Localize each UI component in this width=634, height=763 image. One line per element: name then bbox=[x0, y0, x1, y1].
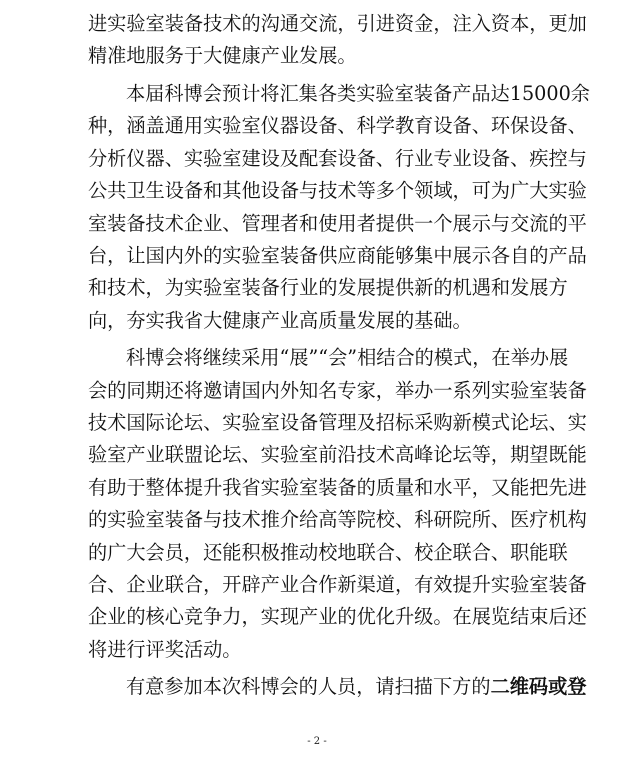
text-line: 的广大会员，还能积极推动校地联合、校企联合、职能联 bbox=[88, 540, 568, 564]
text-line: 的实验室装备与技术推介给高等院校、科研院所、医疗机构 bbox=[88, 508, 587, 532]
text-line: 技术国际论坛、实验室设备管理及招标采购新模式论坛、实 bbox=[88, 411, 587, 435]
text-line: 合、企业联合，开辟产业合作新渠道，有效提升实验室装备 bbox=[88, 573, 587, 597]
text-line: 向，夯实我省大健康产业高质量发展的基础。 bbox=[88, 308, 472, 332]
text-line bbox=[88, 671, 587, 703]
text-line: 种，涵盖通用实验室仪器设备、科学教育设备、环保设备、 bbox=[88, 114, 587, 138]
text-line: 公共卫生设备和其他设备与技术等多个领域，可为广大实验 bbox=[88, 179, 587, 203]
text-line: 会的同期还将邀请国内外知名专家，举办一系列实验室装备 bbox=[88, 378, 587, 402]
text-line: 分析仪器、实验室建设及配套设备、行业专业设备、疾控与 bbox=[88, 146, 587, 170]
page-number: - 2 - bbox=[307, 736, 327, 747]
text-line: 和技术，为实验室装备行业的发展提供新的机遇和发展方 bbox=[88, 276, 568, 300]
text-line: 将进行评奖活动。 bbox=[88, 637, 242, 661]
text-line: 有助于整体提升我省实验室装备的质量和水平，又能把先进 bbox=[88, 475, 587, 499]
qr-code-registration-emphasis: 二维码或登 bbox=[490, 675, 587, 699]
text-line-regular: 有意参加本次科博会的人员，请扫描下方的 bbox=[126, 675, 491, 699]
text-line: 验室产业联盟论坛、实验室前沿技术高峰论坛等，期望既能 bbox=[88, 443, 587, 467]
text-line: 进实验室装备技术的沟通交流，引进资金，注入资本，更加 bbox=[88, 12, 587, 35]
text-line: 精准地服务于大健康产业发展。 bbox=[88, 44, 357, 68]
text-line: 台，让国内外的实验室装备供应商能够集中展示各自的产品 bbox=[88, 243, 587, 267]
text-line: 科博会将继续采用“展”“会”相结合的模式，在举办展 bbox=[126, 346, 569, 370]
text-line: 本届科博会预计将汇集各类实验室装备产品达15000余 bbox=[126, 81, 590, 105]
text-line: 室装备技术企业、管理者和使用者提供一个展示与交流的平 bbox=[88, 211, 587, 235]
body-text bbox=[88, 8, 590, 704]
text-line: 企业的核心竞争力，实现产业的优化升级。在展览结束后还 bbox=[88, 605, 587, 629]
